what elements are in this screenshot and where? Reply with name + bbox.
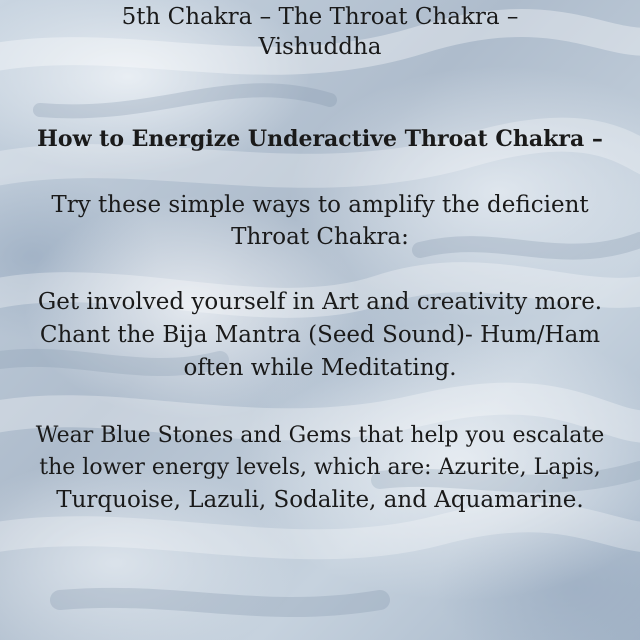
title-line-1: 5th Chakra – The Throat Chakra –: [121, 4, 519, 30]
intro-line-2: Throat Chakra:: [231, 224, 409, 250]
section-heading: How to Energize Underactive Throat Chakra –: [37, 126, 603, 152]
paragraph-1-line-3: often while Meditating.: [183, 355, 457, 381]
paragraph-2-line-3: Turquoise, Lazuli, Sodalite, and Aquamarine.: [56, 487, 584, 513]
paragraph-2-line-2: the lower energy levels, which are: Azurite, Lapis,: [39, 455, 601, 480]
paragraph-1-line-1: Get involved yourself in Art and creativity more.: [37, 289, 603, 315]
title-line-2: Vishuddha: [258, 34, 382, 60]
paragraph-1-line-2: Chant the Bija Mantra (Seed Sound)- Hum/Ham: [39, 322, 601, 348]
intro-line-1: Try these simple ways to amplify the deficient: [51, 192, 589, 218]
paragraph-2-line-1: Wear Blue Stones and Gems that help you escalate: [35, 423, 605, 448]
